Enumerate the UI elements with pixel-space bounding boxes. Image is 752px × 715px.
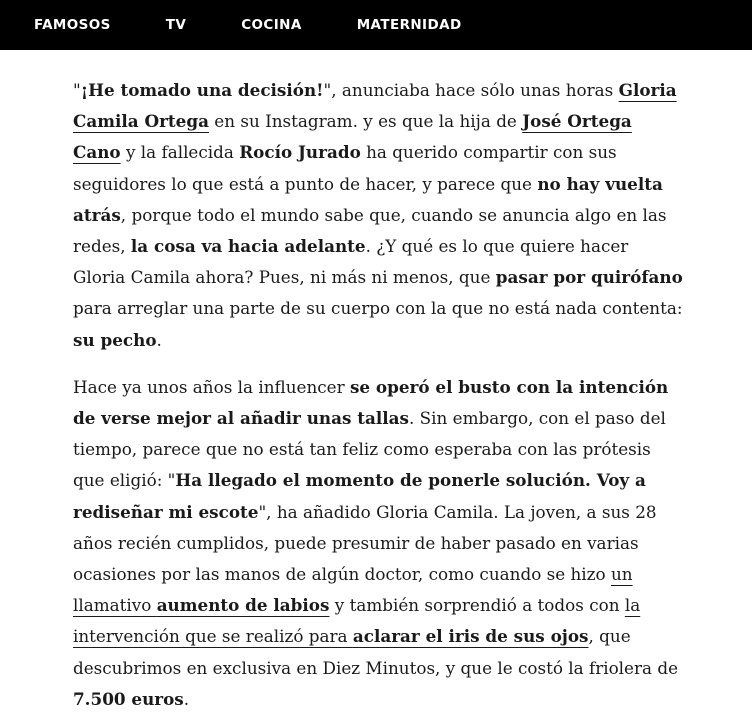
text: , que descubrimos en exclusiva en Diez Minutos, y que le costó la friolera de [73, 626, 679, 678]
text: , porque todo el mundo sabe que, cuando se anuncia algo en las redes, [73, 204, 667, 257]
article-body [73, 75, 685, 715]
text: " [73, 80, 81, 100]
text: Hace ya unos años la influencer [73, 376, 350, 397]
text: para arreglar una parte de su cuerpo con la que no está nada contenta: [73, 298, 683, 319]
nav-item-famosos[interactable]: FAMOSOS [34, 17, 111, 33]
link-label: la intervención que se realizó para [73, 595, 641, 647]
text: ", ha añadido Gloria Camila. La joven, a sus 28 años recién cumplidos, puede presumir de haber pasado en varias ocasiones por las manos de algún doctor, como cuando se hizo [73, 501, 657, 585]
article-paragraph-2 [73, 372, 685, 715]
bold-no-hay-vuelta: no hay vuelta atrás [73, 173, 663, 225]
text: . Sin embargo, con el paso del tiempo, parece que no está tan feliz como esperaba con las prótesis que eligió: " [73, 408, 666, 491]
article-paragraph-1 [73, 75, 685, 356]
top-navigation [0, 0, 752, 50]
nav-item-cocina[interactable]: COCINA [241, 17, 302, 33]
bold-quote-decision: ¡He tomado una decisión! [80, 80, 324, 100]
link-label: José Ortega Cano [73, 111, 632, 163]
text: . [156, 329, 162, 350]
text: ", anunciaba hace sólo unas horas [323, 80, 619, 100]
text: en su Instagram. y es que la hija de [208, 111, 523, 132]
text: y la fallecida [120, 142, 240, 163]
nav-item-maternidad[interactable]: MATERNIDAD [356, 17, 462, 33]
bold-euros: 7.500 euros [73, 688, 184, 709]
bold-rocio-jurado: Rocío Jurado [239, 142, 361, 163]
link-label: un llamativo [73, 564, 633, 616]
link-label: Gloria Camila Ortega [73, 80, 677, 132]
bold-su-pecho: su pecho [73, 329, 157, 350]
text: y también sorprendió a todos con [329, 595, 625, 616]
link-label-bold: aumento de labios [156, 595, 330, 616]
nav-item-tv[interactable]: TV [165, 17, 187, 33]
bold-quote-escote: Ha llegado el momento de ponerle solución. Voy a rediseñar mi escote [73, 470, 646, 522]
link-label-bold: aclarar el iris de sus ojos [352, 626, 589, 647]
bold-cosa-adelante: la cosa va hacia adelante [130, 236, 366, 257]
text: ha querido compartir con sus seguidores lo que está a punto de hacer, y parece que [73, 142, 617, 194]
bold-pasar-quirofano: pasar por quirófano [495, 267, 683, 288]
text: . [183, 688, 190, 709]
text: . ¿Y qué es lo que quiere hacer Gloria Camila ahora? Pues, ni más ni menos, que [73, 236, 629, 288]
bold-opero-busto: se operó el busto con la intención de verse mejor al añadir unas tallas [73, 376, 669, 429]
